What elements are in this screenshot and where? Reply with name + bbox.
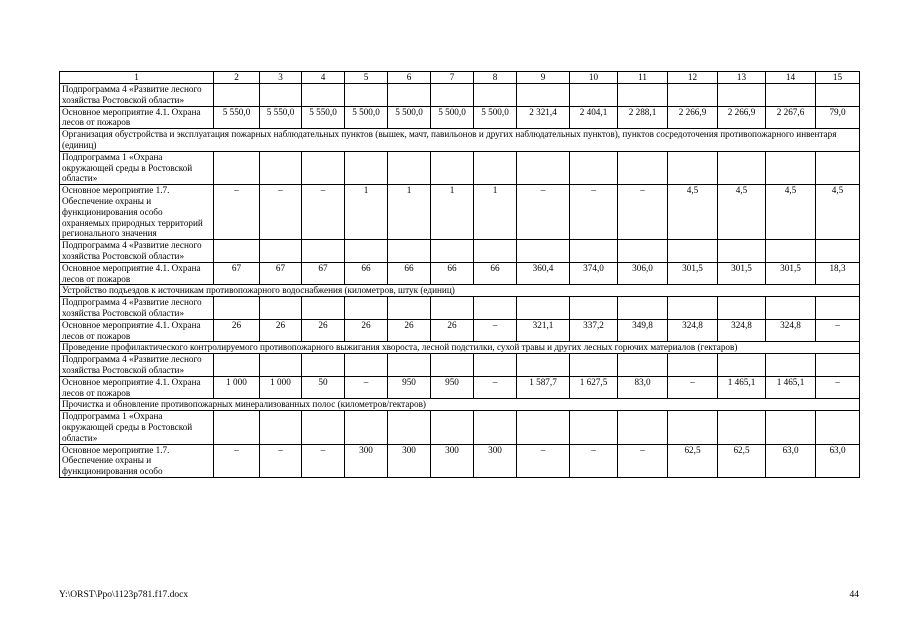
table-cell: 1 <box>474 185 517 240</box>
table-cell <box>302 151 345 184</box>
table-cell: 4,5 <box>766 185 816 240</box>
table-cell: 2 288,1 <box>618 106 668 129</box>
section-heading: Организация обустройства и эксплуатация пожарных наблюдательных пунктов (вышек, мачт, павильонов и других наблюдательных пунктов), пунктов сосредоточения противопожарного инвентаря (единиц) <box>60 129 860 152</box>
table-cell <box>431 354 474 377</box>
table-cell <box>214 354 260 377</box>
table-cell: – <box>570 185 618 240</box>
table-cell: 1 <box>431 185 474 240</box>
section-heading-row <box>60 129 860 152</box>
table-cell: – <box>474 319 517 342</box>
table-cell <box>570 84 618 107</box>
table-cell <box>214 84 260 107</box>
table-cell <box>302 84 345 107</box>
row-label: Подпрограмма 4 «Развитие лесного хозяйства Ростовской области» <box>60 240 214 263</box>
column-header: 8 <box>474 72 517 84</box>
table-cell <box>260 84 302 107</box>
table-cell: 1 465,1 <box>718 376 766 399</box>
table-cell <box>517 240 570 263</box>
table-cell <box>517 297 570 320</box>
table-cell <box>618 297 668 320</box>
table-cell: 66 <box>431 262 474 285</box>
table-cell: 67 <box>260 262 302 285</box>
column-header: 5 <box>345 72 388 84</box>
table-cell: 301,5 <box>766 262 816 285</box>
table-cell <box>668 84 718 107</box>
table-cell <box>668 411 718 444</box>
table-header-row <box>60 72 860 84</box>
table-cell <box>718 240 766 263</box>
table-cell <box>816 297 860 320</box>
table-cell <box>816 411 860 444</box>
table-cell: 5 500,0 <box>345 106 388 129</box>
table-cell <box>517 151 570 184</box>
table-cell: 1 <box>345 185 388 240</box>
column-header: 13 <box>718 72 766 84</box>
table-cell <box>570 297 618 320</box>
table-cell <box>517 354 570 377</box>
table-row <box>60 262 860 285</box>
table-cell: 67 <box>302 262 345 285</box>
table-row <box>60 106 860 129</box>
table-cell <box>816 151 860 184</box>
row-label: Подпрограмма 1 «Охрана окружающей среды в Ростовской области» <box>60 151 214 184</box>
table-cell <box>816 240 860 263</box>
table-cell: 62,5 <box>718 444 766 477</box>
table-cell: 1 587,7 <box>517 376 570 399</box>
column-header: 1 <box>60 72 214 84</box>
table-cell <box>431 411 474 444</box>
table-cell: 321,1 <box>517 319 570 342</box>
table-cell: 1 000 <box>260 376 302 399</box>
table-cell: 2 321,4 <box>517 106 570 129</box>
table-row <box>60 444 860 477</box>
table-cell: – <box>816 376 860 399</box>
table-cell: – <box>570 444 618 477</box>
table-cell <box>718 297 766 320</box>
table-cell: 26 <box>388 319 431 342</box>
section-heading: Прочистка и обновление противопожарных минерализованных полос (километров/гектаров) <box>60 399 860 411</box>
table-cell: – <box>474 376 517 399</box>
table-cell: 66 <box>388 262 431 285</box>
table-cell <box>260 151 302 184</box>
table-cell: 2 267,6 <box>766 106 816 129</box>
row-label: Подпрограмма 4 «Развитие лесного хозяйства Ростовской области» <box>60 354 214 377</box>
table-cell: – <box>668 376 718 399</box>
table-cell: 1 <box>388 185 431 240</box>
table-cell: 26 <box>214 319 260 342</box>
row-label: Основное мероприятие 4.1. Охрана лесов от пожаров <box>60 262 214 285</box>
table-cell <box>474 151 517 184</box>
table-cell <box>345 151 388 184</box>
table-cell <box>668 151 718 184</box>
table-cell: 4,5 <box>718 185 766 240</box>
table-cell <box>474 84 517 107</box>
table-cell <box>766 151 816 184</box>
row-label: Основное мероприятие 4.1. Охрана лесов от пожаров <box>60 376 214 399</box>
table-row <box>60 185 860 240</box>
table-cell: – <box>214 444 260 477</box>
table-cell <box>388 354 431 377</box>
table-cell <box>474 240 517 263</box>
table-cell: 79,0 <box>816 106 860 129</box>
section-heading: Проведение профилактического контролируемого противопожарного выжигания хвороста, лесной подстилки, сухой травы и других лесных горючих материалов (гектаров) <box>60 342 860 354</box>
section-heading-row <box>60 399 860 411</box>
row-label: Подпрограмма 4 «Развитие лесного хозяйства Ростовской области» <box>60 297 214 320</box>
table-cell: 18,3 <box>816 262 860 285</box>
table-cell <box>668 354 718 377</box>
table-cell: 63,0 <box>816 444 860 477</box>
table-cell <box>388 411 431 444</box>
page-number: 44 <box>849 590 859 600</box>
column-header: 12 <box>668 72 718 84</box>
table-cell: 5 500,0 <box>431 106 474 129</box>
table-cell <box>718 354 766 377</box>
column-header: 10 <box>570 72 618 84</box>
table-cell: 300 <box>431 444 474 477</box>
table-cell <box>302 354 345 377</box>
table-cell <box>766 297 816 320</box>
table-cell: 2 266,9 <box>718 106 766 129</box>
table-cell: – <box>260 185 302 240</box>
column-header: 3 <box>260 72 302 84</box>
table-cell <box>431 240 474 263</box>
file-path: Y:\ORST\Ppo\1123p781.f17.docx <box>59 590 189 600</box>
table-cell: 66 <box>345 262 388 285</box>
table-cell <box>388 84 431 107</box>
table-cell: 4,5 <box>816 185 860 240</box>
table-cell: 1 000 <box>214 376 260 399</box>
column-header: 11 <box>618 72 668 84</box>
indicators-table <box>59 71 860 478</box>
table-cell: – <box>618 444 668 477</box>
table-cell <box>474 411 517 444</box>
table-cell <box>214 297 260 320</box>
document-page <box>59 71 859 478</box>
table-cell: 324,8 <box>766 319 816 342</box>
table-cell <box>618 354 668 377</box>
table-cell <box>214 240 260 263</box>
table-cell <box>474 297 517 320</box>
table-cell: 337,2 <box>570 319 618 342</box>
table-cell: – <box>214 185 260 240</box>
table-cell <box>570 151 618 184</box>
table-cell <box>816 84 860 107</box>
table-cell <box>260 297 302 320</box>
table-cell: 301,5 <box>668 262 718 285</box>
column-header: 15 <box>816 72 860 84</box>
table-cell <box>570 240 618 263</box>
table-cell: 5 500,0 <box>474 106 517 129</box>
table-cell: 4,5 <box>668 185 718 240</box>
table-cell: 306,0 <box>618 262 668 285</box>
table-cell: 26 <box>345 319 388 342</box>
table-cell <box>302 240 345 263</box>
row-label: Подпрограмма 4 «Развитие лесного хозяйства Ростовской области» <box>60 84 214 107</box>
table-cell <box>388 151 431 184</box>
table-cell: 50 <box>302 376 345 399</box>
table-cell: – <box>260 444 302 477</box>
table-cell: 300 <box>474 444 517 477</box>
table-cell <box>260 240 302 263</box>
table-cell <box>618 151 668 184</box>
table-cell: 374,0 <box>570 262 618 285</box>
table-cell <box>388 240 431 263</box>
table-cell <box>570 411 618 444</box>
section-heading: Устройство подъездов к источникам противопожарного водоснабжения (километров, штук (единиц) <box>60 285 860 297</box>
row-label: Подпрограмма 1 «Охрана окружающей среды в Ростовской области» <box>60 411 214 444</box>
table-cell <box>260 354 302 377</box>
table-cell <box>431 151 474 184</box>
table-cell: – <box>345 376 388 399</box>
table-cell <box>345 354 388 377</box>
table-cell: – <box>517 185 570 240</box>
table-cell: 360,4 <box>517 262 570 285</box>
table-cell: 2 266,9 <box>668 106 718 129</box>
table-cell <box>718 411 766 444</box>
table-cell: 2 404,1 <box>570 106 618 129</box>
table-cell: – <box>302 444 345 477</box>
table-row <box>60 297 860 320</box>
table-cell <box>618 84 668 107</box>
table-cell <box>718 84 766 107</box>
table-cell <box>618 411 668 444</box>
table-cell: 349,8 <box>618 319 668 342</box>
table-cell <box>474 354 517 377</box>
table-cell <box>214 151 260 184</box>
table-cell: 66 <box>474 262 517 285</box>
table-cell <box>260 411 302 444</box>
table-cell: 324,8 <box>718 319 766 342</box>
row-label: Основное мероприятие 1.7. Обеспечение охраны и функционирования особо охраняемых природных территорий регионального значения <box>60 185 214 240</box>
table-cell <box>302 297 345 320</box>
table-cell <box>668 297 718 320</box>
table-cell <box>214 411 260 444</box>
table-cell <box>431 84 474 107</box>
table-cell <box>766 411 816 444</box>
table-row <box>60 240 860 263</box>
table-cell <box>517 84 570 107</box>
table-cell: 1 465,1 <box>766 376 816 399</box>
table-cell <box>766 84 816 107</box>
table-cell: – <box>302 185 345 240</box>
table-cell <box>816 354 860 377</box>
row-label: Основное мероприятие 4.1. Охрана лесов от пожаров <box>60 106 214 129</box>
table-cell <box>718 151 766 184</box>
column-header: 2 <box>214 72 260 84</box>
table-cell: 5 550,0 <box>302 106 345 129</box>
table-cell <box>302 411 345 444</box>
table-cell: 950 <box>431 376 474 399</box>
section-heading-row <box>60 285 860 297</box>
table-row <box>60 354 860 377</box>
table-cell <box>766 240 816 263</box>
row-label: Основное мероприятие 1.7. Обеспечение охраны и функционирования особо <box>60 444 214 477</box>
table-cell: 26 <box>431 319 474 342</box>
table-row <box>60 411 860 444</box>
table-cell <box>766 354 816 377</box>
table-cell: 5 550,0 <box>214 106 260 129</box>
table-cell: 300 <box>388 444 431 477</box>
table-row <box>60 376 860 399</box>
table-cell <box>517 411 570 444</box>
table-cell <box>668 240 718 263</box>
column-header: 4 <box>302 72 345 84</box>
table-cell <box>618 240 668 263</box>
table-cell: 62,5 <box>668 444 718 477</box>
table-cell: – <box>618 185 668 240</box>
table-cell <box>570 354 618 377</box>
table-cell: 83,0 <box>618 376 668 399</box>
table-cell: 26 <box>260 319 302 342</box>
table-cell <box>345 411 388 444</box>
row-label: Основное мероприятие 4.1. Охрана лесов от пожаров <box>60 319 214 342</box>
table-cell <box>431 297 474 320</box>
table-cell <box>388 297 431 320</box>
table-cell: – <box>517 444 570 477</box>
table-cell: 1 627,5 <box>570 376 618 399</box>
table-row <box>60 84 860 107</box>
table-cell <box>345 84 388 107</box>
table-cell: 67 <box>214 262 260 285</box>
column-header: 7 <box>431 72 474 84</box>
table-cell: – <box>816 319 860 342</box>
table-cell: 5 550,0 <box>260 106 302 129</box>
table-cell: 301,5 <box>718 262 766 285</box>
column-header: 9 <box>517 72 570 84</box>
table-row <box>60 151 860 184</box>
table-row <box>60 319 860 342</box>
table-cell: 5 500,0 <box>388 106 431 129</box>
table-cell: 300 <box>345 444 388 477</box>
table-cell: 324,8 <box>668 319 718 342</box>
section-heading-row <box>60 342 860 354</box>
table-cell: 63,0 <box>766 444 816 477</box>
column-header: 6 <box>388 72 431 84</box>
column-header: 14 <box>766 72 816 84</box>
table-cell <box>345 240 388 263</box>
table-cell <box>345 297 388 320</box>
table-cell: 950 <box>388 376 431 399</box>
table-cell: 26 <box>302 319 345 342</box>
